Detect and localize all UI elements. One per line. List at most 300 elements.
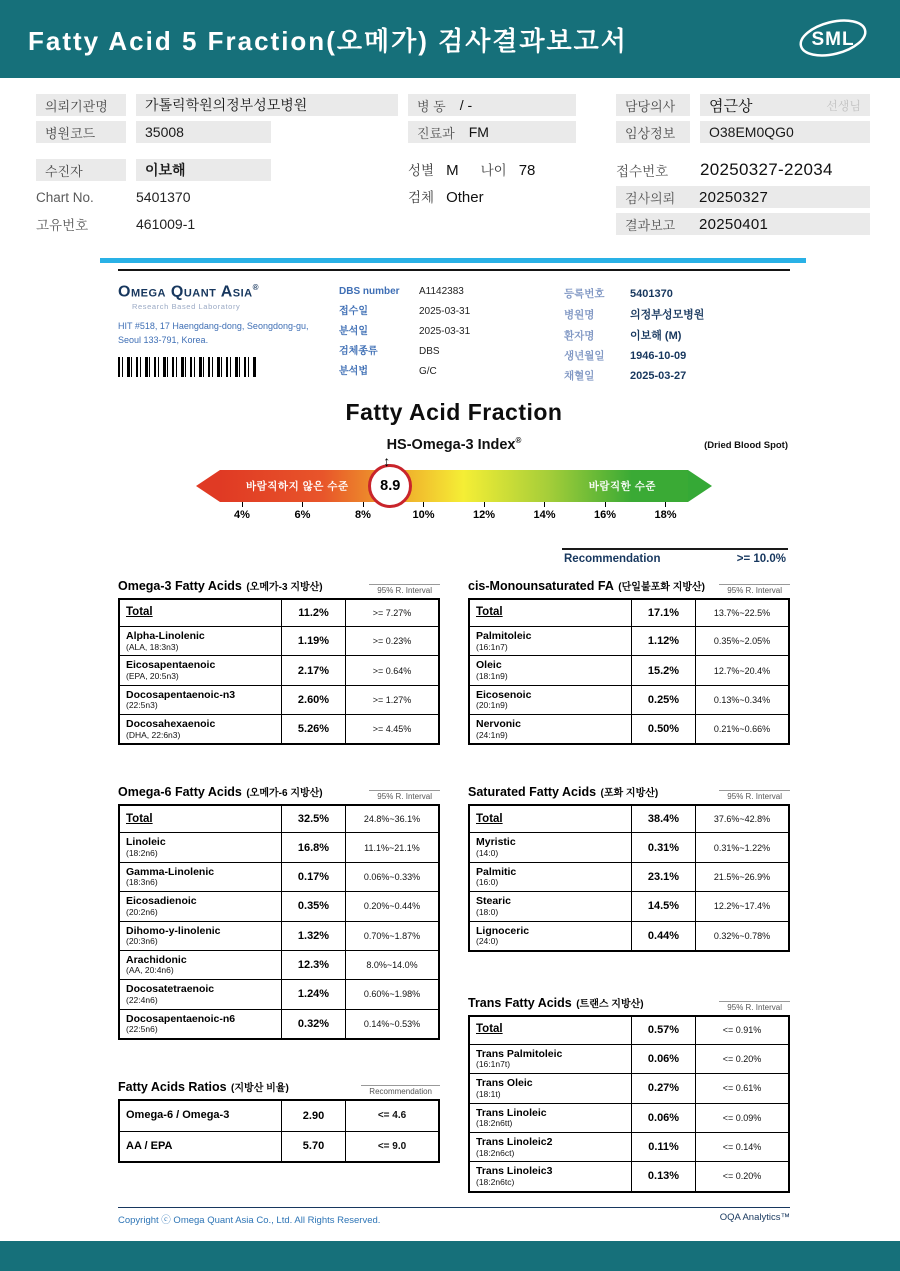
lab-address xyxy=(118,320,310,348)
lab-reg-mark: ® xyxy=(252,283,260,292)
omega3-table-body xyxy=(118,598,440,745)
fatty-acid-name: Eicosapentaenoic (EPA, 20:5n3) xyxy=(120,656,282,684)
gauge-tick-mark xyxy=(423,502,424,507)
field-row xyxy=(564,286,790,301)
uid-row xyxy=(36,213,408,235)
gauge-tick-label: 4% xyxy=(234,509,250,521)
omega6-interval-label: 95% R. Interval xyxy=(369,790,440,801)
patient-row xyxy=(36,159,408,181)
fatty-acid-value: 0.35% xyxy=(282,892,346,920)
fatty-acid-value: 1.24% xyxy=(282,980,346,1008)
fatty-acid-value: 23.1% xyxy=(632,863,696,891)
field-row xyxy=(564,327,790,343)
fatty-acid-name: Total xyxy=(120,806,282,832)
fatty-acid-value: 17.1% xyxy=(632,600,696,626)
fatty-acid-name: Docosahexaenoic (DHA, 22:6n3) xyxy=(120,715,282,743)
field-value: 5401370 xyxy=(630,288,673,300)
dept-label: 진료과 xyxy=(417,125,455,141)
specimen-fields xyxy=(339,286,535,383)
uid-value: 461009-1 xyxy=(136,216,196,232)
lab-address-line1: HIT #518, 17 Haengdang-dong, Seongdong-gu, xyxy=(118,321,309,332)
cismono-table-title-kr: (단일불포화 지방산) xyxy=(618,582,706,593)
ward-row xyxy=(408,94,616,116)
gauge-tick-label: 16% xyxy=(593,509,617,521)
omega3-interval-label: 95% R. Interval xyxy=(369,584,440,595)
saturated-table-body xyxy=(468,804,790,951)
cis-monounsaturated-table xyxy=(468,577,790,745)
specimen-value: Other xyxy=(446,189,484,206)
results-tables xyxy=(118,577,790,1193)
omega6-table-title: Omega-6 Fatty Acids xyxy=(118,785,242,800)
recommendation-value: >= 10.0% xyxy=(736,553,786,565)
fatty-acid-name: Trans Linoleic3 (18:2n6tc) xyxy=(470,1162,632,1190)
saturated-table-title: Saturated Fatty Acids xyxy=(468,785,597,800)
request-date-label: 검사의뢰 xyxy=(625,190,676,206)
reference-interval: 0.14%~0.53% xyxy=(363,1018,421,1029)
trans-interval-label: 95% R. Interval xyxy=(719,1001,790,1012)
dept-value: FM xyxy=(468,124,489,140)
gauge-tick-label: 12% xyxy=(472,509,496,521)
trans-table-title-kr: (트랜스 지방산) xyxy=(576,998,644,1010)
gauge-tick xyxy=(402,502,446,521)
gauge-value-badge xyxy=(368,464,412,508)
fatty-acid-value: 0.11% xyxy=(632,1133,696,1161)
fatty-acid-name: Alpha-Linolenic (ALA, 18:3n3) xyxy=(120,627,282,655)
field-label: 접수일 xyxy=(339,306,368,317)
table-row xyxy=(470,891,788,920)
fatty-acid-name: Gamma-Linolenic (18:3n6) xyxy=(120,863,282,891)
fatty-acid-value: 0.44% xyxy=(632,922,696,950)
fatty-acid-name: Trans Palmitoleic (16:1n7t) xyxy=(470,1045,632,1073)
fatty-acid-name: Total xyxy=(120,600,282,626)
fatty-acid-value: 11.2% xyxy=(282,600,346,626)
lab-name-text: Omega Quant Asia xyxy=(118,283,253,301)
hs-index-text: HS-Omega-3 Index xyxy=(386,437,516,453)
omega3-table-title: Omega-3 Fatty Acids xyxy=(118,579,242,593)
field-value: A1142383 xyxy=(419,286,464,297)
copyright-text: Copyright ⓒ Omega Quant Asia Co., Ltd. All Rights Reserved. xyxy=(118,1214,381,1226)
cismono-table-body xyxy=(468,598,790,745)
table-row xyxy=(470,862,788,891)
report-title: Fatty Acid Fraction xyxy=(345,399,563,425)
report-date-chip xyxy=(616,213,870,235)
fatty-acid-name: Total xyxy=(470,600,632,626)
field-row xyxy=(564,306,790,322)
table-row xyxy=(470,714,788,743)
trans-table-title: Trans Fatty Acids xyxy=(468,995,572,1010)
table-row xyxy=(470,1161,788,1190)
fatty-acid-name: Myristic (14:0) xyxy=(470,833,632,861)
gauge-right-arrowhead-icon xyxy=(688,470,712,502)
gauge-tick-mark xyxy=(302,502,303,507)
field-label: 병원명 xyxy=(564,309,595,321)
cismono-interval-label: 95% R. Interval xyxy=(719,584,790,595)
reference-interval: 8.0%~14.0% xyxy=(366,960,418,971)
ward-label: 병 동 xyxy=(417,98,446,114)
table-row xyxy=(120,600,438,626)
report-date-label: 결과보고 xyxy=(625,217,676,233)
fatty-acid-value: 38.4% xyxy=(632,806,696,832)
field-label: 등록번호 xyxy=(564,288,605,300)
saturated-table xyxy=(468,783,790,951)
table-row xyxy=(470,1073,788,1102)
table-row xyxy=(120,714,438,743)
field-value: 의정부성모병원 xyxy=(630,309,705,321)
gauge-tick-mark xyxy=(665,502,666,507)
patient-info-section xyxy=(0,78,900,244)
table-row xyxy=(120,626,438,655)
report-date-row xyxy=(616,213,870,235)
fatty-acid-value: 0.27% xyxy=(632,1074,696,1102)
table-row xyxy=(120,979,438,1008)
fatty-acid-name: Docosapentaenoic-n6 (22:5n6) xyxy=(120,1010,282,1038)
ward-chip xyxy=(408,94,576,116)
barcode xyxy=(118,357,256,377)
reference-interval: <= 0.61% xyxy=(722,1083,762,1094)
table-row xyxy=(120,832,438,861)
fatty-acid-value: 1.32% xyxy=(282,922,346,950)
lab-name xyxy=(118,283,310,301)
field-label: 채혈일 xyxy=(564,370,595,382)
gauge-arrow xyxy=(196,470,712,502)
fatty-acid-value: 0.31% xyxy=(632,833,696,861)
fatty-acid-name: Nervonic (24:1n9) xyxy=(470,715,632,743)
clinical-info-label: 임상정보 xyxy=(616,121,690,143)
table-row xyxy=(470,1103,788,1132)
gauge-tick-label: 10% xyxy=(412,509,435,521)
reference-interval: >= 1.27% xyxy=(372,694,412,705)
lab-address-line2: Seoul 133-791, Korea. xyxy=(118,335,209,346)
omega6-table-header xyxy=(118,783,440,801)
ratios-table-body xyxy=(118,1099,440,1163)
field-value: 2025-03-27 xyxy=(630,370,687,382)
fatty-acid-value: 0.06% xyxy=(632,1045,696,1073)
dept-row xyxy=(408,121,616,143)
reference-interval: 0.32%~0.78% xyxy=(713,930,771,941)
sex-age-row xyxy=(408,159,616,181)
request-date-chip xyxy=(616,186,870,208)
hs-index-reg-mark: ® xyxy=(515,436,522,446)
reference-interval: 37.6%~42.8% xyxy=(713,814,771,825)
omega6-table-body xyxy=(118,804,440,1040)
reference-interval: >= 0.23% xyxy=(372,636,412,647)
cismono-table-header xyxy=(468,577,790,595)
table-row xyxy=(120,655,438,684)
report-header xyxy=(118,283,790,383)
fatty-acid-name: Arachidonic (AA, 20:4n6) xyxy=(120,951,282,979)
fatty-acid-name: AA / EPA xyxy=(120,1132,282,1161)
gauge-marker-icon: ↕ xyxy=(383,453,391,469)
request-date-row xyxy=(616,186,870,208)
reference-interval: >= 4.45% xyxy=(372,724,412,735)
reference-interval: 0.20%~0.44% xyxy=(363,901,421,912)
reference-interval: <= 9.0 xyxy=(377,1140,407,1152)
fatty-acid-value: 2.17% xyxy=(282,656,346,684)
patient-name: 이보해 xyxy=(136,159,271,181)
gauge-tick xyxy=(281,502,325,521)
field-row xyxy=(564,348,790,363)
fatty-acid-name: Docosapentaenoic-n3 (22:5n3) xyxy=(120,686,282,714)
gauge-tick xyxy=(523,502,567,521)
title-bar xyxy=(0,0,900,78)
omega3-index-gauge xyxy=(196,453,712,544)
saturated-interval-label: 95% R. Interval xyxy=(719,790,790,801)
reference-interval: 13.7%~22.5% xyxy=(713,608,771,618)
fatty-acid-value: 0.57% xyxy=(632,1017,696,1044)
fatty-acid-value: 0.06% xyxy=(632,1104,696,1132)
age-value: 78 xyxy=(518,162,536,179)
omega3-table-title-kr: (오메가-3 지방산) xyxy=(246,582,323,593)
omega3-table xyxy=(118,577,440,745)
org-row xyxy=(36,94,408,116)
hospital-code-label: 병원코드 xyxy=(36,121,126,143)
table-row xyxy=(120,1009,438,1038)
gauge-tick xyxy=(644,502,688,521)
fatty-acid-name: Trans Oleic (18:1t) xyxy=(470,1074,632,1102)
report-footer xyxy=(118,1207,790,1226)
age-label: 나이 xyxy=(480,163,507,178)
field-value: 1946-10-09 xyxy=(630,350,687,362)
fatty-acid-value: 0.32% xyxy=(282,1010,346,1038)
reference-interval: <= 0.91% xyxy=(722,1025,762,1036)
field-label: 환자명 xyxy=(564,330,595,342)
field-row xyxy=(339,342,535,357)
reference-interval: <= 4.6 xyxy=(377,1110,407,1122)
recommendation xyxy=(562,548,788,565)
fatty-acid-name: Eicosadienoic (20:2n6) xyxy=(120,892,282,920)
field-row xyxy=(339,286,535,297)
fatty-acid-value: 15.2% xyxy=(632,656,696,684)
reference-interval: 0.70%~1.87% xyxy=(363,930,421,941)
table-row xyxy=(470,921,788,950)
lab-subtitle: Research Based Laboratory xyxy=(132,302,241,312)
ward-value: / - xyxy=(459,97,473,113)
info-column-left xyxy=(36,94,408,240)
fatty-acid-name: Stearic (18:0) xyxy=(470,892,632,920)
fatty-acid-value: 2.60% xyxy=(282,686,346,714)
table-row xyxy=(120,891,438,920)
reference-interval: <= 0.20% xyxy=(722,1054,762,1065)
sex-label: 성별 xyxy=(408,163,435,178)
info-column-right xyxy=(616,94,870,240)
info-column-middle xyxy=(408,94,616,240)
table-row xyxy=(470,626,788,655)
fatty-acid-value: 5.26% xyxy=(282,715,346,743)
ratios-table-header xyxy=(118,1078,440,1096)
clinical-info-row xyxy=(616,121,870,143)
field-row xyxy=(339,302,535,317)
doctor-chip xyxy=(700,94,870,116)
field-label: DBS number xyxy=(339,286,400,297)
field-label: 분석법 xyxy=(339,366,368,377)
trans-table xyxy=(468,994,790,1193)
saturated-table-header xyxy=(468,783,790,801)
table-row xyxy=(120,685,438,714)
field-label: 분석일 xyxy=(339,326,368,337)
dept-chip xyxy=(408,121,576,143)
table-row xyxy=(470,1017,788,1044)
gauge-tick-label: 14% xyxy=(533,509,556,521)
field-value: 2025-03-31 xyxy=(419,306,471,317)
table-row xyxy=(120,1131,438,1161)
field-row xyxy=(564,368,790,383)
request-date-value: 20250327 xyxy=(699,188,769,206)
fatty-acid-name: Dihomo-y-linolenic (20:3n6) xyxy=(120,922,282,950)
fatty-acid-name: Total xyxy=(470,1017,632,1044)
sml-logo xyxy=(796,14,870,64)
gauge-tick-mark xyxy=(242,502,243,507)
tables-right-column xyxy=(468,577,790,1193)
fatty-acid-name: Lignoceric (24:0) xyxy=(470,922,632,950)
fatty-acid-value: 0.25% xyxy=(632,686,696,714)
saturated-table-title-kr: (포화 지방산) xyxy=(600,788,659,800)
fatty-acid-name: Docosatetraenoic (22:4n6) xyxy=(120,980,282,1008)
chart-no-row xyxy=(36,186,408,208)
field-label: 검체종류 xyxy=(339,346,378,357)
reference-interval: 0.21%~0.66% xyxy=(713,724,771,735)
hs-index-row xyxy=(118,436,790,454)
cismono-table-title: cis-Monounsaturated FA xyxy=(468,579,614,593)
fatty-acid-name: Eicosenoic (20:1n9) xyxy=(470,686,632,714)
reference-interval: 12.7%~20.4% xyxy=(713,665,771,676)
reference-interval: 0.31%~1.22% xyxy=(713,842,771,853)
oqa-analytics-text: OQA Analytics™ xyxy=(719,1211,790,1223)
gauge-tick-mark xyxy=(484,502,485,507)
reference-interval: 11.1%~21.1% xyxy=(364,842,420,853)
reference-interval: 21.5%~26.9% xyxy=(713,871,771,882)
reference-interval: 0.06%~0.33% xyxy=(363,871,421,882)
patient-label: 수진자 xyxy=(36,159,126,181)
fatty-acid-name: Trans Linoleic2 (18:2n6ct) xyxy=(470,1133,632,1161)
doctor-suffix: 선생님 xyxy=(826,98,861,113)
field-value: 이보해 (M) xyxy=(630,330,682,342)
clinical-info-value: O38EM0QG0 xyxy=(700,121,870,143)
table-row xyxy=(470,806,788,832)
divider-line xyxy=(100,258,806,263)
patient-fields xyxy=(564,286,790,383)
reference-interval: 0.13%~0.34% xyxy=(713,694,771,705)
gauge-tick xyxy=(462,502,506,521)
gauge-tick-label: 6% xyxy=(294,509,311,521)
omega3-table-header xyxy=(118,577,440,595)
field-value: G/C xyxy=(419,366,437,377)
fatty-acid-value: 0.17% xyxy=(282,863,346,891)
table-row xyxy=(120,862,438,891)
fatty-acid-value: 0.13% xyxy=(632,1162,696,1190)
table-row xyxy=(120,921,438,950)
receipt-no-label: 접수번호 xyxy=(616,164,669,179)
table-row xyxy=(120,1101,438,1131)
trans-table-header xyxy=(468,994,790,1012)
specimen-row xyxy=(408,186,616,208)
hs-omega3-index-heading xyxy=(387,436,522,453)
table-row xyxy=(470,1132,788,1161)
reference-interval: >= 0.64% xyxy=(372,665,412,676)
dried-blood-spot-note: (Dried Blood Spot) xyxy=(704,440,788,451)
field-row xyxy=(339,362,535,377)
specimen-label: 검체 xyxy=(408,190,435,205)
fatty-acid-value: 14.5% xyxy=(632,892,696,920)
sml-logo-text: SML xyxy=(811,29,855,50)
bottom-teal-bar xyxy=(0,1241,900,1271)
table-row xyxy=(470,685,788,714)
receipt-no-row xyxy=(616,159,870,181)
omega6-table-title-kr: (오메가-6 지방산) xyxy=(246,788,323,800)
gauge-right-label: 바람직한 수준 xyxy=(588,480,656,493)
ratios-recommendation-label: Recommendation xyxy=(361,1085,440,1096)
gauge-tick-label: 18% xyxy=(654,509,677,521)
field-row xyxy=(339,322,535,337)
gauge-value: 8.9 xyxy=(380,478,401,494)
field-label: 생년월일 xyxy=(564,350,605,362)
reference-interval: 12.2%~17.4% xyxy=(713,901,771,912)
table-row xyxy=(470,832,788,861)
chart-no-label: Chart No. xyxy=(36,189,94,205)
gauge-tick-mark xyxy=(544,502,545,507)
sml-logo-graphic xyxy=(796,14,870,64)
gauge-tick xyxy=(220,502,264,521)
hospital-code-value: 35008 xyxy=(136,121,271,143)
receipt-no-value: 20250327-22034 xyxy=(700,160,833,179)
table-row xyxy=(470,1044,788,1073)
fatty-acid-value: 2.90 xyxy=(282,1101,346,1131)
fatty-acid-value: 1.12% xyxy=(632,627,696,655)
lab-identity-block xyxy=(118,283,310,383)
gauge-gradient-bar xyxy=(220,470,688,502)
report-date-value: 20250401 xyxy=(699,215,769,233)
gauge-tick xyxy=(583,502,627,521)
hospital-code-row xyxy=(36,121,408,143)
reference-interval: <= 0.09% xyxy=(722,1112,762,1123)
gauge-left-arrowhead-icon xyxy=(196,470,220,502)
table-row xyxy=(120,806,438,832)
fatty-acid-value: 32.5% xyxy=(282,806,346,832)
field-value: 2025-03-31 xyxy=(419,326,471,337)
trans-table-body xyxy=(468,1015,790,1193)
ratios-table-title-kr: (지방산 비율) xyxy=(231,1082,289,1094)
table-row xyxy=(470,655,788,684)
org-value: 가톨릭학원의정부성모병원 xyxy=(136,94,398,116)
field-value: DBS xyxy=(419,346,440,357)
sex-value: M xyxy=(446,162,459,179)
page-title: Fatty Acid 5 Fraction(오메가) 검사결과보고서 xyxy=(28,25,628,56)
fatty-acid-name: Total xyxy=(470,806,632,832)
fatty-acid-name: Linoleic (18:2n6) xyxy=(120,833,282,861)
table-row xyxy=(470,600,788,626)
ratios-table-title: Fatty Acids Ratios xyxy=(118,1079,227,1094)
fatty-acid-name: Palmitoleic (16:1n7) xyxy=(470,627,632,655)
recommendation-label: Recommendation xyxy=(564,553,661,565)
reference-interval: >= 7.27% xyxy=(372,608,412,618)
uid-label: 고유번호 xyxy=(36,218,89,233)
fatty-acid-value: 12.3% xyxy=(282,951,346,979)
fatty-acid-value: 0.50% xyxy=(632,715,696,743)
fatty-acid-value: 16.8% xyxy=(282,833,346,861)
org-label: 의뢰기관명 xyxy=(36,94,126,116)
reference-interval: 0.35%~2.05% xyxy=(713,636,771,647)
table-row xyxy=(120,950,438,979)
lab-report xyxy=(118,269,790,1226)
gauge-tick-mark xyxy=(605,502,606,507)
tables-left-column xyxy=(118,577,440,1193)
fatty-acid-name: Palmitic (16:0) xyxy=(470,863,632,891)
reference-interval: <= 0.20% xyxy=(722,1171,762,1182)
fatty-acid-name: Omega-6 / Omega-3 xyxy=(120,1101,282,1131)
reference-interval: <= 0.14% xyxy=(722,1142,762,1153)
fatty-acid-value: 1.19% xyxy=(282,627,346,655)
omega6-table xyxy=(118,783,440,1040)
doctor-row xyxy=(616,94,870,116)
